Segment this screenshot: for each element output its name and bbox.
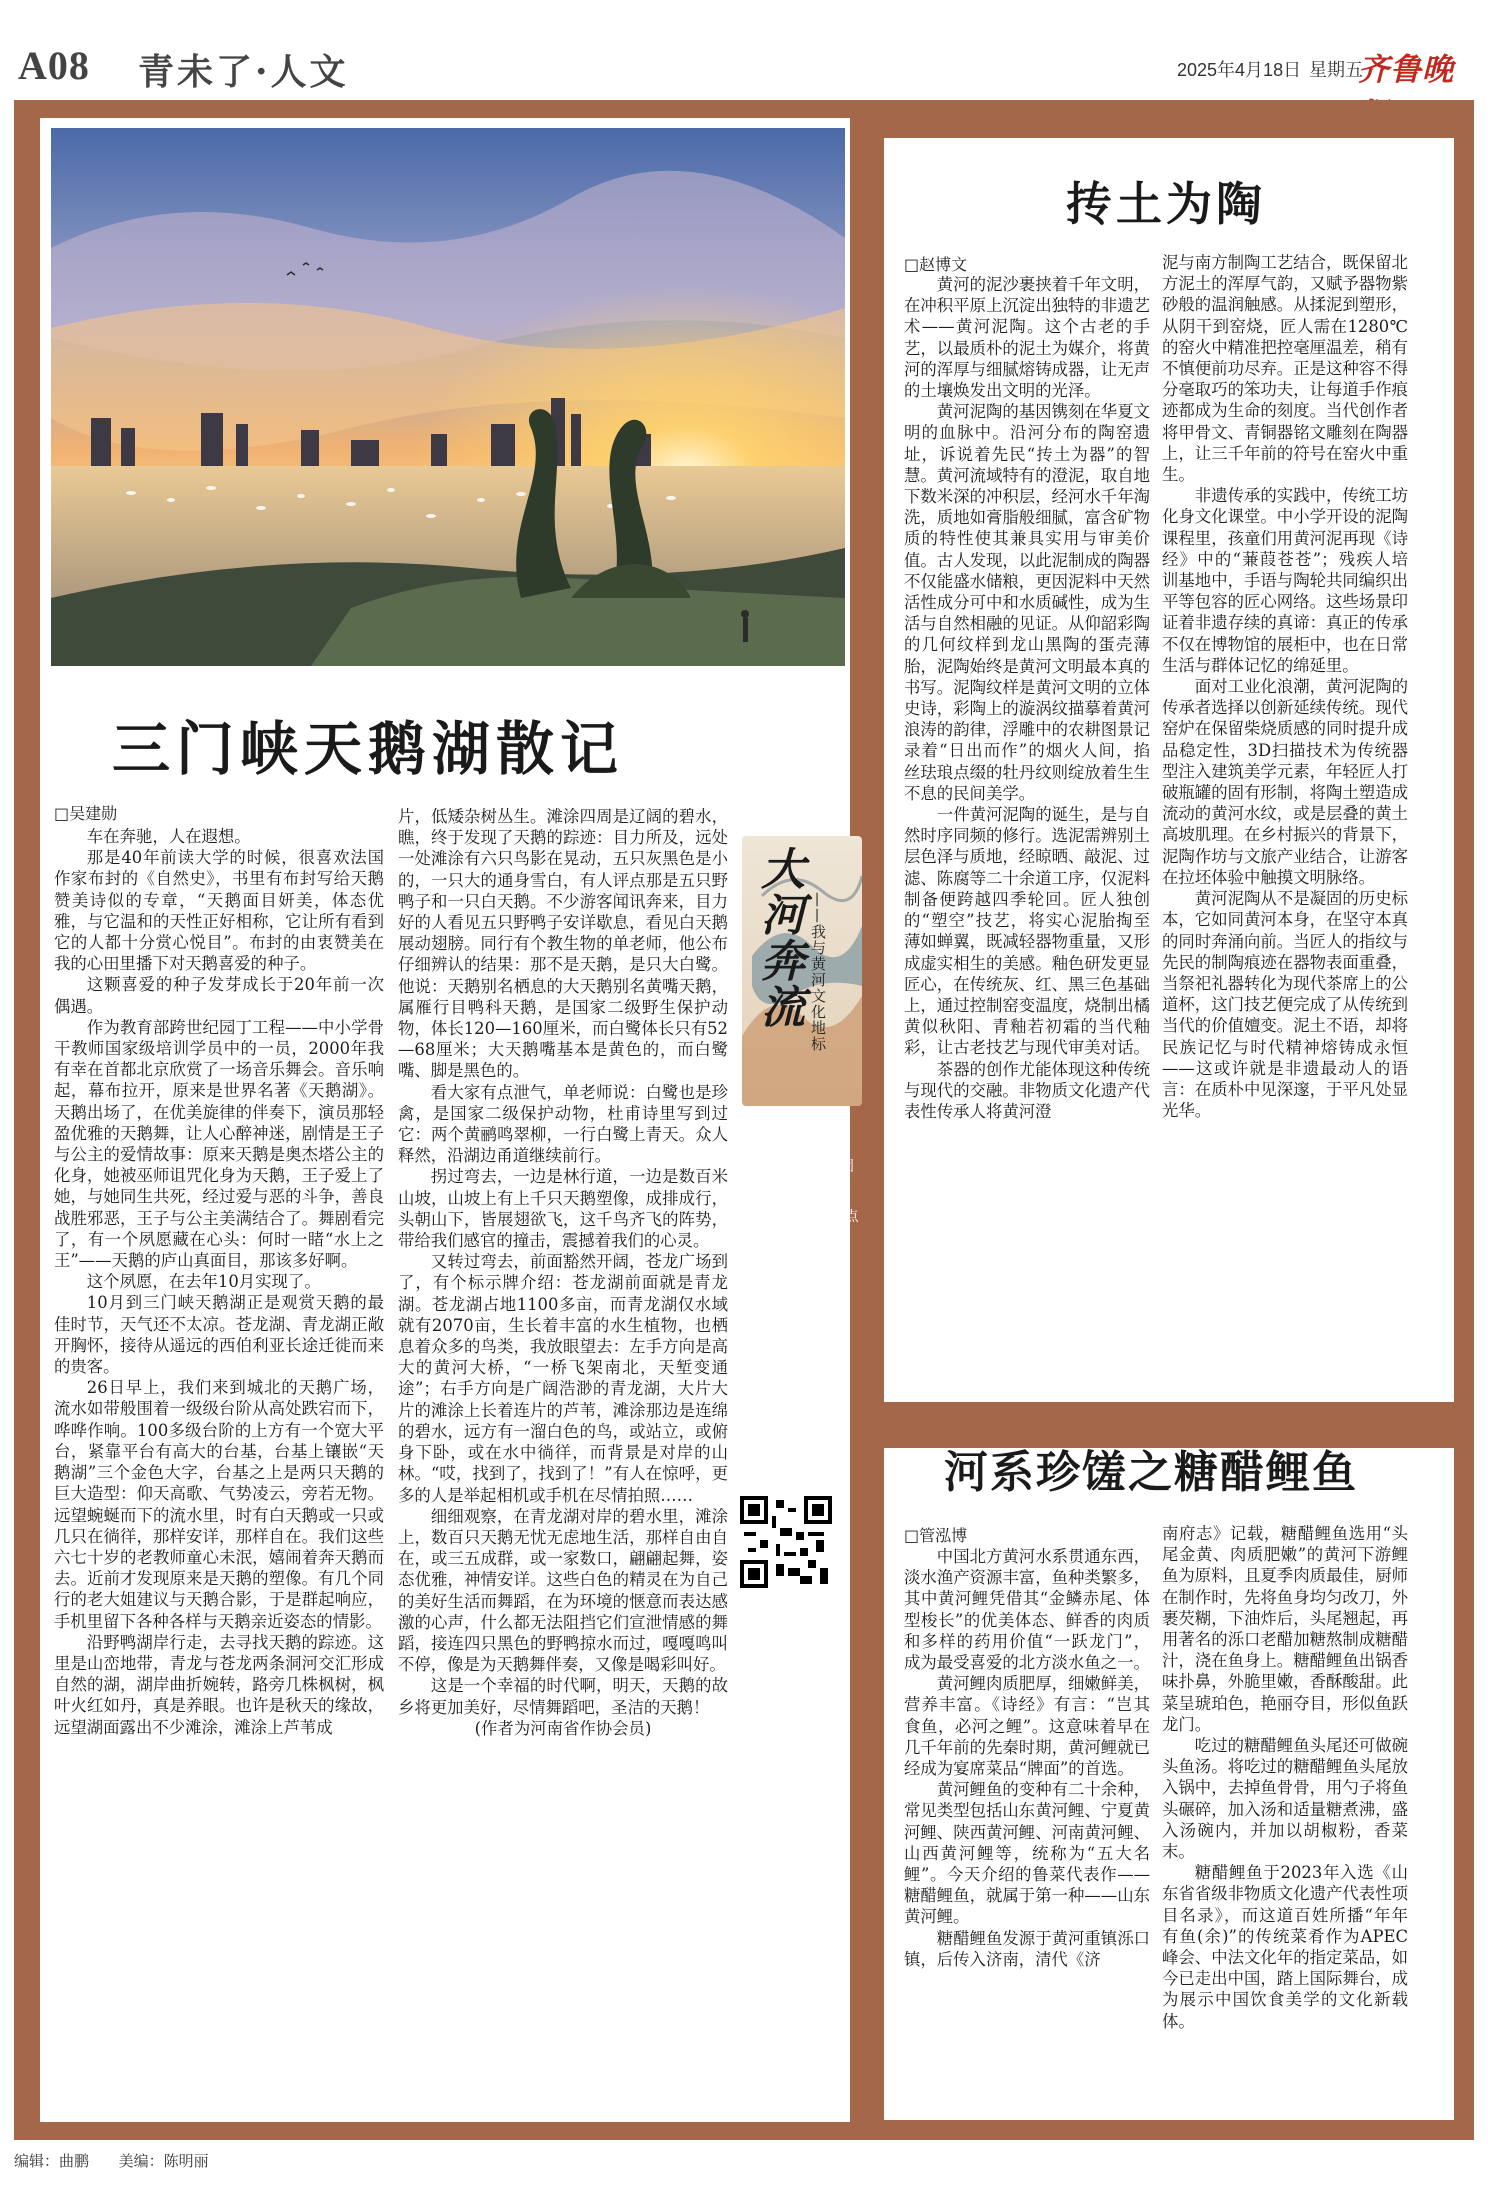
newspaper-masthead: 齐鲁晚 <box>1358 52 1454 88</box>
swan-paragraph: 26日早上，我们来到城北的天鹅广场，流水如带般围着一级级台阶从高处跌宕而下，哗哗作响。100多级台阶的上方有一个宽大平台，紧靠平台有高大的台基，台基上镶嵌“天鹅湖”三个金色大字，台基之上是两只天鹅的巨大造型：仰天高歌、气势凌云，旁若无物。远望蜿蜒而下的流水里，时有白天鹅或一只或几只在徜徉，那样安详，那样自在。我们这些六七十岁的老教师童心未泯，嬉闹着奔天鹅而去。近前才发现原来是天鹅的塑像。有几个同行的老大姐建议与天鹅合影，于是群起响应，手机里留下各种各样与天鹅亲近姿态的情影。 <box>54 1378 384 1631</box>
organizer: 齐鲁晚报·齐鲁壹点 <box>742 1209 859 1225</box>
column-banner <box>736 836 868 1276</box>
carp-article-title: 河系珍馐之糖醋鲤鱼 <box>944 1447 1358 1498</box>
section-title: 青未了·人文 <box>138 51 349 93</box>
swan-article-column-1 <box>54 826 384 1738</box>
pottery-paragraph: 黄河泥陶从不是凝固的历史标本，它如同黄河本身，在坚守本真的同时奔涌向前。当匠人的指纹与先民的制陶痕迹在器物表面重叠，当祭祀礼器转化为现代茶席上的公道杯，这门技艺便完成了从传统到当代的价值嬗变。泥土不语，却将民族记忆与时代精神熔铸成永恒——这或许就是非遗最动人的语言：在质朴中见深邃，于平凡处显光华。 <box>1162 889 1408 1121</box>
swan-paragraph: 又转过弯去，前面豁然开阔，苍龙广场到了，有个标示牌介绍：苍龙湖前面就是青龙湖。苍龙湖占地1100多亩，而青龙湖仅水域就有2070亩，生长着丰富的水生植物，也栖息着众多的鸟类，我放眼望去：左手方向是高大的黄河大桥，“一桥飞架南北，天堑变通途”；右手方向是广阔浩渺的青龙湖，大片大片的滩涂上长着连片的芦苇，滩涂那边是连绵的碧水，远方有一溜白色的鸟，或站立，或俯身下卧，或在水中徜徉，而背景是对岸的山林。“哎，找到了，找到了！”有人在惊呼，更多的人是举起相机或手机在尽情拍照…… <box>398 1252 728 1505</box>
carp-paragraph: 吃过的糖醋鲤鱼头尾还可做碗头鱼汤。将吃过的糖醋鲤鱼头尾放入锅中，去掉鱼骨骨，用勺子将鱼头碾碎，加入汤和适量糖煮沸，盛入汤碗内，并加以胡椒粉，香菜末。 <box>1162 1736 1408 1862</box>
photo-illustration <box>51 128 845 666</box>
submission-call: “大河奔流——我与黄河文化地标”征文投稿邮箱： <box>735 1610 848 1697</box>
pottery-paragraph: 泥与南方制陶工艺结合，既保留北方泥土的浑厚气韵，又赋予器物紫砂般的温润触感。从揉泥到塑形，从阴干到窑烧，匠人需在1280℃的窑火中精准把控毫厘温差，稍有不慎便前功尽弃。正是这种容不得分毫取巧的笨功夫，让每道手作痕迹都成为生命的刻度。当代创作者将甲骨文、青铜器铭文雕刻在陶器上，让三千年前的符号在窑火中重生。 <box>1162 253 1408 485</box>
swan-paragraph: 这个夙愿，在去年10月实现了。 <box>86 1272 321 1292</box>
swan-article-title: 三门峡天鹅湖散记 <box>112 715 625 783</box>
carp-paragraph: 糖醋鲤鱼发源于黄河重镇泺口镇，后传入济南，清代《济 <box>904 1928 1150 1969</box>
banner-artwork <box>742 836 862 1106</box>
carp-article-column-2 <box>1162 1523 1408 2032</box>
pottery-paragraph: 茶器的创作尤能体现这种传统与现代的交融。非物质文化遗产代表性传承人将黄河澄 <box>904 1059 1150 1121</box>
swan-paragraph: 沿野鸭湖岸行走，去寻找天鹅的踪迹。这里是山峦地带，青龙与苍龙两条洞河交汇形成自然的湖，湖岸曲折婉转，路旁几株枫树，枫叶火红如丹，真是养眼。也许是秋天的缘故，远望湖面露出不少滩涂，滩涂上芦苇成 <box>54 1632 384 1737</box>
swan-article-author: □吴建勋 <box>54 804 118 823</box>
carp-article-column-1 <box>904 1546 1150 1970</box>
pottery-paragraph: 一件黄河泥陶的诞生，是与自然时序同频的修行。选泥需辨别土层色泽与质地，经晾晒、敲泥、过滤、陈腐等二十余道工序，仅泥料制备便跨越四季轮回。匠人独创的“塑空”技艺，将实心泥胎掏至薄如蝉翼，既减轻器物重量，又形成虚实相生的美感。釉色研发更显匠心，在传统灰、红、黑三色基础上，通过控制窑变温度，烧制出橘黄似秋阳、青釉若初霜的当代釉彩，让古老技艺与现代审美对话。 <box>904 805 1150 1058</box>
carp-article-author: □管泓博 <box>904 1526 968 1545</box>
pottery-paragraph: 黄河泥陶的基因镌刻在华夏文明的血脉中。沿河分布的陶窑遗址，诉说着先民“抟土为器”的智慧。黄河流域特有的澄泥，取自地下数米深的冲积层，经河水千年淘洗，质地如膏脂般细腻，富含矿物质的特性使其兼具实用与审美价值。古人发现，以此泥制成的陶器不仅能盛水储粮，更因泥料中天然活性成分可中和水质碱性，成为生活与自然相融的见证。从仰韶彩陶的几何纹样到龙山黑陶的蛋壳薄胎，泥陶始终是黄河文明最本真的书写。泥陶纹样是黄河文明的立体史诗，彩陶上的漩涡纹描摹着黄河浪涛的韵律，浮雕中的农耕图景记录着“日出而作”的烟火人间，掐丝珐琅点缀的牡丹纹则绽放着生生不息的民间美学。 <box>904 402 1150 803</box>
banner-title: 大河奔流 <box>753 846 804 1030</box>
swan-paragraph: 看大家有点泄气，单老师说：白鹭也是珍禽，是国家二级保护动物，杜甫诗里写到过它：两个黄鹂鸣翠柳，一行白鹭上青天。众人释然，沿湖边甬道继续前行。 <box>398 1082 728 1166</box>
pottery-article-author: □赵博文 <box>904 255 968 274</box>
qr-code-graphic <box>740 1496 832 1588</box>
pottery-article-title: 抟土为陶 <box>1066 177 1266 231</box>
page-footer <box>14 2150 209 2171</box>
qr-code-icon[interactable] <box>734 1490 838 1594</box>
pottery-paragraph: 非遗传承的实践中，传统工坊化身文化课堂。中小学开设的泥陶课程里，孩童们用黄河泥再现《诗经》中的“蒹葭苍苍”；残疾人培训基地中，手语与陶轮共同编织出平等包容的匠心网络。这些场景印证着非遗存续的真谛：真正的传承不仅在博物馆的展柜中，也在日常生活与群体记忆的绵延里。 <box>1162 486 1408 675</box>
submission-email[interactable]: qlwbfnzjzg@qq.com <box>726 1702 848 1741</box>
organizer-label: 承办单位： <box>742 1189 812 1205</box>
page-header <box>12 40 1474 98</box>
pottery-article-column-1 <box>904 274 1150 1122</box>
host-1: 山东黄河河务局 <box>742 1139 840 1155</box>
carp-paragraph: 中国北方黄河水系贯通东西，淡水渔产资源丰富，鱼种类繁多，其中黄河鲤凭借其“金鳞赤尾、体型梭长”的优美体态、鲜香的肉质和多样的药用价值“一跃龙门”，成为最受喜爱的北方淡水鱼之一。 <box>904 1547 1150 1673</box>
designer-credit: 美编：陈明丽 <box>118 2152 209 2170</box>
carp-paragraph: 黄河鲤肉质肥厚，细嫩鲜美，营养丰富。《诗经》有言：“岂其食鱼，必河之鲤”。这意味着早在几千年前的先秦时期，黄河鲤就已经成为宴席菜品“牌面”的首选。 <box>904 1674 1150 1779</box>
swan-paragraph: 这颗喜爱的种子发芽成长于20年前一次偶遇。 <box>54 975 384 1016</box>
swan-paragraph: 片，低矮杂树丛生。滩涂四周是辽阔的碧水，瞧，终于发现了天鹅的踪迹：目力所及，远处一处滩涂有六只鸟影在晃动，五只灰黑色是小的，一只大的通身雪白，有人评点那是五只野鸭子和一只白天鹅。不少游客闻讯奔来，目力好的人看见五只野鸭子安详歇息，看见白天鹅展动翅膀。同行有个教生物的单老师，他公布仔细辨认的结果：那不是天鹅，是只大白鹭。他说：天鹅别名栖息的大天鹅别名黄嘴天鹅，属雁行目鸭科天鹅，是国家二级野生保护动物，体长120—160厘米，而白鹭体长只有52—68厘米；大天鹅嘴基本是黄色的，而白鹭嘴、脚是黑色的。 <box>398 807 728 1081</box>
host-2: 山东数字文化集团 <box>742 1159 854 1175</box>
swan-article-column-2 <box>398 806 728 1739</box>
swan-paragraph: 作为教育部跨世纪园丁工程——中小学骨干教师国家级培训学员中的一员，2000年我有幸在首都北京欣赏了一场音乐舞会。音乐响起，幕布拉开，原来是世界名著《天鹅湖》。天鹅出场了，在优美旋律的伴奏下，演员那轻盈优雅的天鹅舞，让人心醉神迷，剧情是王子与公主的爱情故事：原来天鹅是奥杰塔公主的化身，她被巫师诅咒化身为天鹅，王子爱上了她，与她同生共死，经过爱与恶的斗争，善良战胜邪恶，王子与公主美满结合了。舞剧看完了，有一个夙愿藏在心头：何时一睹“水上之王”——天鹅的庐山真面目，那该多好啊。 <box>54 1017 384 1271</box>
swan-paragraph: 拐过弯去，一边是林行道，一边是数百米山坡，山坡上有上千只天鹅塑像，成排成行，头朝山下，皆展翅欲飞，这千鸟齐飞的阵势，带给我们感官的撞击，震撼着我们的心灵。 <box>398 1167 728 1251</box>
carp-paragraph: 黄河鲤鱼的变种有二十余种，常见类型包括山东黄河鲤、宁夏黄河鲤、陕西黄河鲤、河南黄河鲤、山西黄河鲤等，统称为“五大名鲤”。今天介绍的鲁菜代表作——糖醋鲤鱼，就属于第一种——山东黄河鲤。 <box>904 1780 1150 1927</box>
sunset-swan-lake-photo <box>51 128 845 666</box>
pottery-paragraph: 黄河的泥沙裹挟着千年文明，在冲积平原上沉淀出独特的非遗艺术——黄河泥陶。这个古老的手艺，以最质朴的泥土为媒介，将黄河的浑厚与细腻熔铸成器，让无声的土壤焕发出文明的光泽。 <box>904 275 1150 401</box>
host-label: 主办单位： <box>742 1119 812 1135</box>
swan-paragraph: 车在奔驰，人在遐想。 <box>86 827 251 846</box>
swan-paragraph: 那是40年前读大学的时候，很喜欢法国作家布封的《自然史》，书里有布封写给天鹅赞美诗似的专章，“天鹅面目妍美，体态优雅，与它温和的天性正好相称，它让所有看到它的人都十分赏心悦目”。布封的由衷赞美在我的心田里播下对天鹅喜爱的种子。 <box>54 848 384 974</box>
pottery-paragraph: 面对工业化浪潮，黄河泥陶的传承者选择以创新延续传统。现代窑炉在保留柴烧质感的同时提升成品稳定性，3D扫描技术为传统器型注入建筑美学元素，年轻匠人打破瓶罐的固有形制，将陶土塑造成流动的黄河水纹，或是层叠的黄土高坡肌理。在乡村振兴的背景下，泥陶作坊与文旅产业结合，让游客在拉坯体验中触摸文明脉络。 <box>1162 677 1408 887</box>
carp-paragraph: 糖醋鲤鱼于2023年入选《山东省省级非物质文化遗产代表性项目名录》，而这道百姓所播“年年有鱼(余)”的传统菜肴作为APEC峰会、中法文化年的指定菜品，如今已走出中国，踏上国际舞台，成为展示中国饮食美学的文化新载体。 <box>1162 1863 1408 2031</box>
author-note: (作者为河南省作协会员) <box>474 1718 652 1738</box>
banner-subtitle: ——我与黄河文化地标 <box>809 892 827 1052</box>
editor-credit: 编辑：曲鹏 <box>14 2152 90 2170</box>
swan-paragraph: 这是一个幸福的时代啊，明天，天鹅的故乡将更加美好，尽情舞蹈吧，圣洁的天鹅！ <box>398 1676 728 1717</box>
publication-date: 2025年4月18日 <box>1177 60 1302 80</box>
swan-paragraph: 细细观察，在青龙湖对岸的碧水里，滩涂上，数百只天鹅无忧无虑地生活，那样自由自在，或三五成群，或一家数口，翩翩起舞，姿态优雅，神情安详。这些白色的精灵在为自己的美好生活而舞蹈，在为环境的惬意而表达感激的心声，什么都无法阻挡它们宣泄情感的舞蹈，接连四只黑色的野鸭掠水而过，嘎嘎鸣叫不停，像是为天鹅舞伴奏，又像是喝彩叫好。 <box>398 1506 728 1675</box>
swan-paragraph: 10月到三门峡天鹅湖正是观赏天鹅的最佳时节，天气还不太凉。苍龙湖、青龙湖正敞开胸怀，接待从遥远的西伯利亚长途迁徙而来的贵客。 <box>54 1293 384 1377</box>
page-number: A08 <box>18 43 90 88</box>
publication-weekday: 星期五 <box>1309 60 1363 81</box>
carp-paragraph: 南府志》记载，糖醋鲤鱼选用“头尾金黄、肉质肥嫩”的黄河下游鲤鱼为原料，且夏季肉质最佳，厨师在制作时，先将鱼身均匀改刀，外裹芡糊，下油炸后，头尾翘起，再用著名的泺口老醋加糖熬制成糖醋汁，浇在鱼身上。糖醋鲤鱼出锅香味扑鼻，外脆里嫩，香酥酸甜。此菜呈琥珀色，艳丽夺目，形似鱼跃龙门。 <box>1162 1524 1408 1734</box>
pottery-article-column-2 <box>1162 252 1408 1121</box>
